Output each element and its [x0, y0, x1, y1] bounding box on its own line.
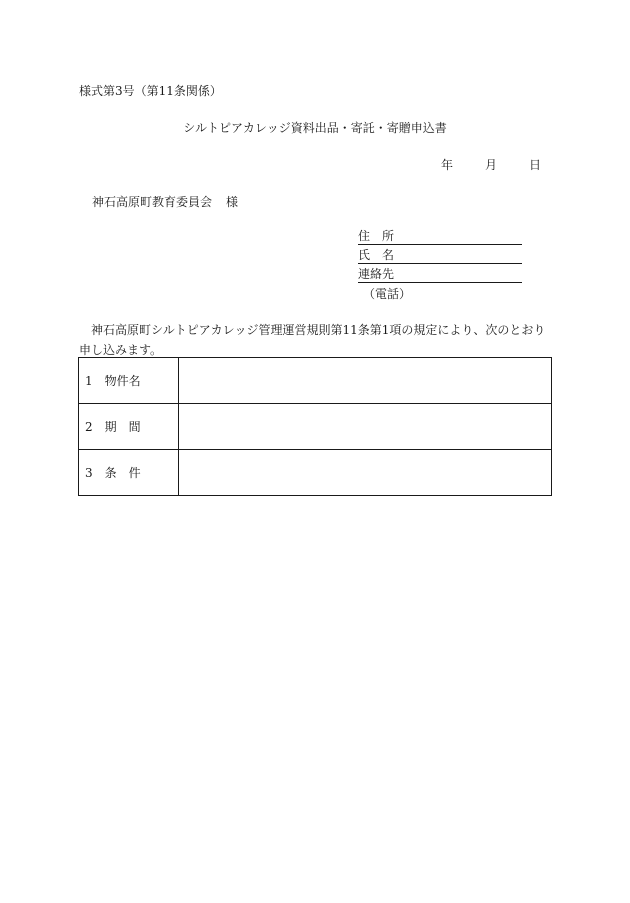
applicant-contact-label: 連絡先	[358, 267, 395, 281]
item-label: 3 条 件	[79, 450, 179, 496]
item-value-field[interactable]	[179, 404, 552, 450]
applicant-name-field[interactable]	[358, 247, 522, 264]
addressee	[92, 193, 238, 210]
date-day: 日	[529, 158, 542, 172]
item-label: 1 物件名	[79, 358, 179, 404]
date-year: 年	[441, 158, 454, 172]
date-line	[441, 156, 541, 173]
item-label: 2 期 間	[79, 404, 179, 450]
applicant-contact-field[interactable]	[358, 266, 522, 283]
addressee-honorific: 様	[226, 195, 239, 209]
addressee-name: 神石高原町教育委員会	[92, 195, 213, 209]
form-number: 様式第3号（第11条関係）	[79, 84, 222, 98]
body-text: 神石高原町シルトピアカレッジ管理運営規則第11条第1項の規定により、次のとおり申し込みます。	[79, 323, 546, 357]
items-table	[78, 357, 552, 496]
applicant-name-label: 氏 名	[358, 248, 395, 262]
form-title: シルトピアカレッジ資料出品・寄託・寄贈申込書	[183, 121, 447, 135]
table-row	[79, 404, 552, 450]
applicant-address-field[interactable]	[358, 228, 522, 245]
applicant-phone-label: （電話）	[363, 287, 412, 301]
item-value-field[interactable]	[179, 358, 552, 404]
date-month: 月	[485, 158, 498, 172]
applicant-address-label: 住 所	[358, 229, 395, 243]
table-row	[79, 358, 552, 404]
item-value-field[interactable]	[179, 450, 552, 496]
table-row	[79, 450, 552, 496]
